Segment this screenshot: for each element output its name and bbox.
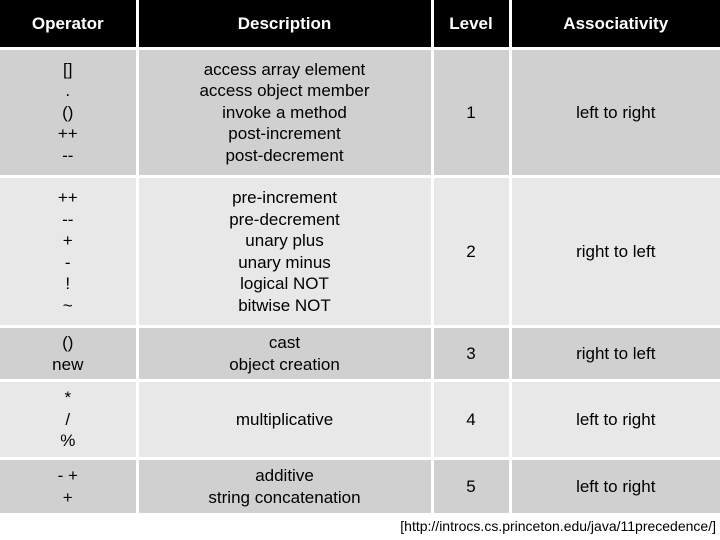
description-text: logical NOT (240, 274, 329, 293)
table-row (0, 49, 720, 177)
description-text: access object member (199, 81, 370, 101)
description-cell (137, 49, 432, 177)
description-text: multiplicative (235, 409, 334, 429)
operator-cell (0, 381, 137, 459)
operator-symbol: + (62, 487, 73, 507)
operator-symbol: -- (62, 145, 74, 165)
header-operator: Operator (0, 0, 137, 49)
source-citation: [http://introcs.cs.princeton.edu/java/11precedence/] (400, 518, 716, 534)
operator-symbol: + (62, 231, 73, 250)
description-text: pre-decrement (229, 209, 340, 229)
description-text: unary minus (238, 252, 331, 272)
operator-cell (0, 327, 137, 381)
operator-symbol: * (64, 388, 72, 408)
level-cell: 5 (432, 459, 510, 515)
operator-cell (0, 49, 137, 177)
operator-symbol: -- (62, 209, 74, 229)
table-row (0, 177, 720, 327)
description-cell (137, 177, 432, 327)
associativity-cell: right to left (510, 177, 720, 327)
description-text: string concatenation (208, 487, 361, 507)
header-description: Description (137, 0, 432, 49)
description-text: invoke a method (222, 102, 347, 122)
description-text: cast (268, 333, 301, 352)
operator-symbol: ++ (57, 124, 78, 144)
operator-symbol: ++ (57, 188, 78, 207)
operator-symbol: % (60, 431, 76, 451)
operator-symbol: . (65, 81, 71, 101)
operator-symbol: () (62, 333, 74, 352)
table-row (0, 327, 720, 381)
associativity-cell: left to right (510, 49, 720, 177)
table-row (0, 459, 720, 515)
description-text: additive (255, 466, 314, 485)
level-cell: 3 (432, 327, 510, 381)
operator-symbol: / (65, 409, 71, 429)
description-text: pre-increment (232, 188, 337, 207)
description-text: unary plus (245, 231, 324, 250)
operator-symbol: - + (57, 466, 78, 485)
operator-symbol: ~ (62, 295, 73, 315)
description-text: post-decrement (225, 145, 344, 165)
operator-cell (0, 177, 137, 327)
description-cell (137, 327, 432, 381)
level-cell: 4 (432, 381, 510, 459)
header-row (0, 0, 720, 49)
table-row (0, 381, 720, 459)
header-associativity: Associativity (510, 0, 720, 49)
level-cell: 2 (432, 177, 510, 327)
operator-symbol: - (64, 252, 71, 272)
associativity-cell: left to right (510, 459, 720, 515)
operator-cell (0, 459, 137, 515)
level-cell: 1 (432, 49, 510, 177)
associativity-cell: left to right (510, 381, 720, 459)
description-cell (137, 381, 432, 459)
operator-symbol: [] (63, 59, 73, 79)
description-text: object creation (229, 354, 340, 374)
description-cell (137, 459, 432, 515)
associativity-cell: right to left (510, 327, 720, 381)
operator-symbol: ! (65, 274, 71, 293)
description-text: access array element (203, 59, 366, 79)
operator-symbol: () (62, 102, 74, 122)
header-level: Level (432, 0, 510, 49)
description-text: post-increment (228, 124, 341, 144)
description-text: bitwise NOT (238, 295, 331, 315)
operator-symbol: new (52, 354, 84, 374)
